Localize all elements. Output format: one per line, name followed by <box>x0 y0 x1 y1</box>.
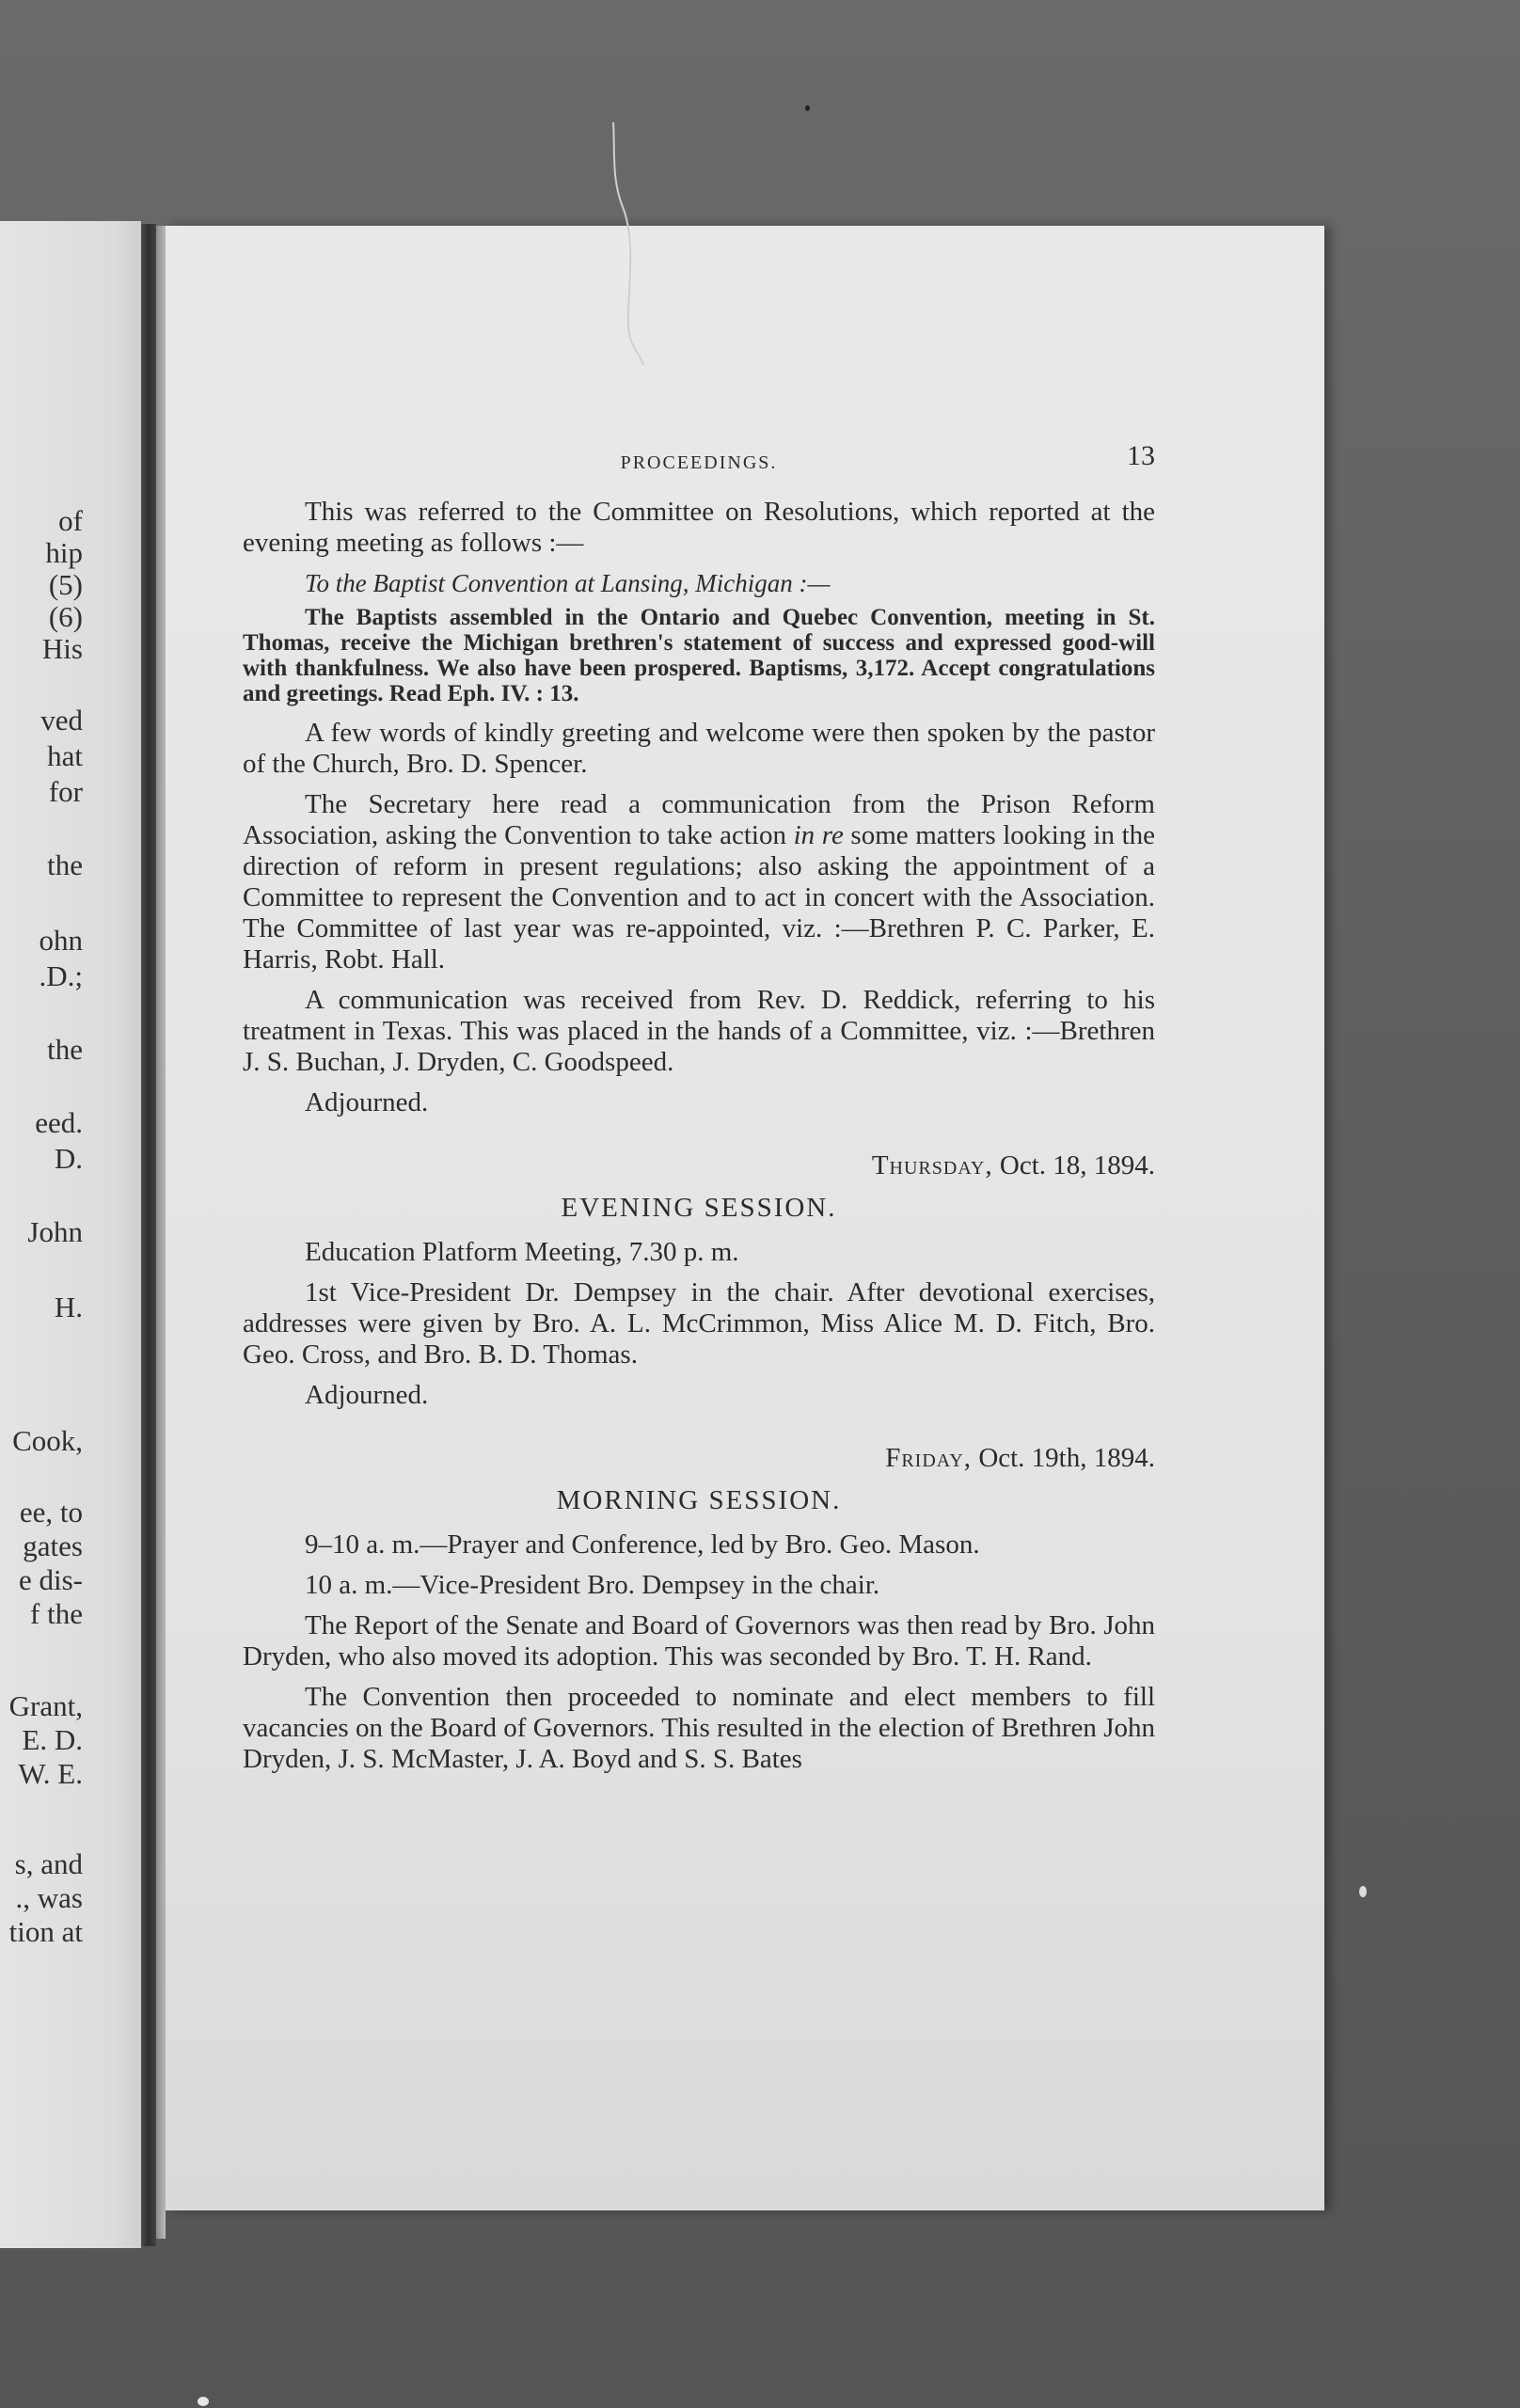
left-fragment: H. <box>54 1291 83 1323</box>
left-fragment: s, and <box>14 1847 83 1880</box>
dust-speck <box>198 2397 209 2406</box>
left-fragment: f the <box>30 1597 83 1630</box>
page-content <box>243 440 1155 1784</box>
paragraph: Education Platform Meeting, 7.30 p. m. <box>305 1237 739 1267</box>
paragraph: This was referred to the Committee on Resolutions, which reported at the evening meeting as follows :— <box>243 497 1155 558</box>
resolution-text: The Baptists assembled in the Ontario and Quebec Convention, meeting in St. Thomas, receive the Michigan brethren's statement of success and expressed good-will with thankfulness. We also have been prospered. Baptisms, 3,172. Accept congratulations and greetings. Read Eph. IV. : 13. <box>243 605 1155 706</box>
book-gutter <box>141 224 156 2246</box>
left-fragment: D. <box>54 1142 83 1175</box>
adjourned: Adjourned. <box>305 1380 429 1410</box>
running-head <box>243 440 1155 478</box>
left-fragment: .D.; <box>39 959 83 992</box>
adjourned: Adjourned. <box>305 1087 429 1117</box>
dateline <box>243 1150 1155 1181</box>
dust-speck <box>1359 1886 1367 1897</box>
paragraph: 1st Vice-President Dr. Dempsey in the chair. After devotional exercises, addresses were given by Bro. A. L. McCrimmon, Miss Alice M. D. Fitch, Bro. Geo. Cross, and Bro. B. D. Thomas. <box>243 1277 1155 1370</box>
dateline-day: Friday, <box>885 1443 973 1473</box>
paragraph: 9–10 a. m.—Prayer and Conference, led by Bro. Geo. Mason. <box>305 1529 980 1560</box>
left-fragment: ved <box>40 704 83 737</box>
italic-text: in re <box>793 820 844 850</box>
paragraph <box>243 789 1155 975</box>
left-fragment: hip <box>45 536 83 569</box>
dateline-date: Oct. 19th, 1894. <box>972 1443 1155 1473</box>
left-fragment: the <box>47 1033 83 1066</box>
dateline <box>243 1443 1155 1474</box>
paragraph: 10 a. m.—Vice-President Bro. Dempsey in the chair. <box>305 1570 880 1600</box>
dateline-day: Thursday, <box>871 1150 993 1180</box>
left-fragment: of <box>58 504 83 537</box>
left-fragment: ee, to <box>19 1496 83 1529</box>
salutation: To the Baptist Convention at Lansing, Michigan :— <box>305 569 831 597</box>
paragraph: The Report of the Senate and Board of Governors was then read by Bro. John Dryden, who also moved its adoption. This was seconded by Bro. T. H. Rand. <box>243 1610 1155 1671</box>
paragraph: The Convention then proceeded to nominate and elect members to fill vacancies on the Board of Governors. This resulted in the election of Brethren John Dryden, J. S. McMaster, J. A. Boyd and S. S. Bates <box>243 1682 1155 1774</box>
left-fragment: hat <box>47 739 83 772</box>
dust-speck <box>805 105 810 111</box>
left-fragment: ., was <box>15 1881 83 1914</box>
paragraph: A few words of kindly greeting and welcome were then spoken by the pastor of the Church, Bro. D. Spencer. <box>243 718 1155 779</box>
left-fragment: John <box>27 1215 83 1248</box>
left-fragment: Grant, <box>8 1689 83 1722</box>
left-fragment: W. E. <box>18 1757 83 1790</box>
page-edge <box>156 226 166 2239</box>
left-fragment: Cook, <box>12 1424 83 1457</box>
left-fragment: e dis- <box>18 1563 83 1596</box>
text-run: some matters looking in the direction of reform in present regulations; also asking the appointment of a Committee to represent the Convention and to act in concert with the Association. The Committee of last year was re-appointed, viz. :—Brethren P. C. Parker, E. Harris, Robt. Hall. <box>243 820 1156 974</box>
left-fragment: E. D. <box>22 1723 83 1756</box>
session-heading: EVENING SESSION. <box>561 1193 837 1223</box>
left-fragment: His <box>41 632 83 665</box>
left-fragment: (5) <box>48 568 83 601</box>
dateline-date: Oct. 18, 1894. <box>992 1150 1155 1180</box>
left-fragment: ohn <box>39 924 83 957</box>
left-fragment: gates <box>23 1529 83 1562</box>
running-head-title: PROCEEDINGS. <box>620 452 778 473</box>
paragraph: A communication was received from Rev. D. Reddick, referring to his treatment in Texas. This was placed in the hands of a Committee, viz. :—Brethren J. S. Buchan, J. Dryden, C. Goodspeed. <box>243 985 1155 1077</box>
page-number: 13 <box>1127 440 1155 471</box>
left-fragment: eed. <box>35 1106 83 1139</box>
left-fragment: (6) <box>48 600 83 633</box>
left-facing-page <box>0 221 141 2248</box>
left-fragment: the <box>47 848 83 881</box>
left-fragment: tion at <box>8 1915 83 1948</box>
left-fragment: for <box>48 775 83 808</box>
text-run: The Secretary here read a communication from the Prison Reform Association, asking the Convention to take action <box>243 789 1155 850</box>
session-heading: MORNING SESSION. <box>556 1485 842 1515</box>
